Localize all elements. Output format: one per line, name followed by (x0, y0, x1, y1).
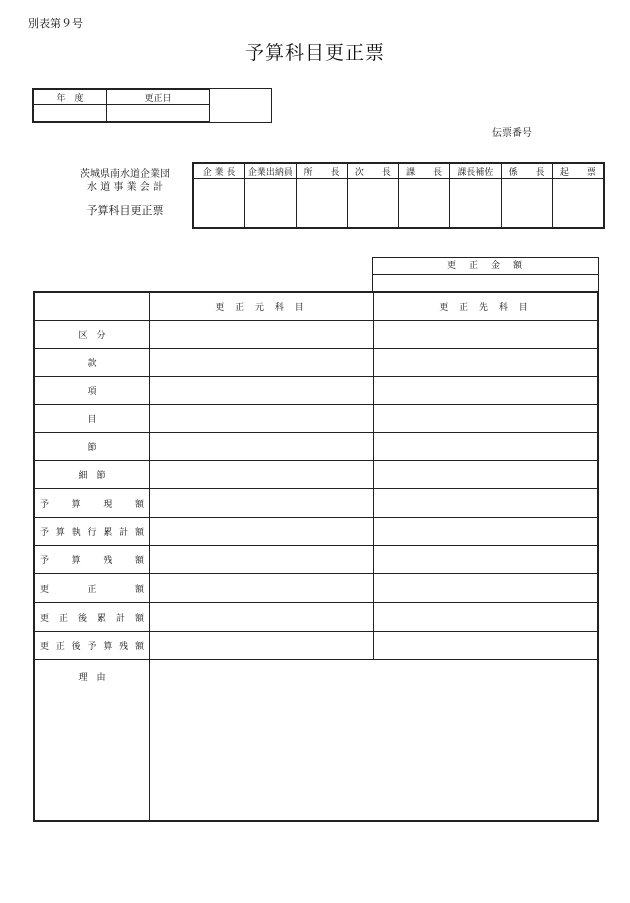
target-cell[interactable] (374, 574, 598, 603)
row-label: 区 分 (35, 321, 150, 349)
target-cell[interactable] (374, 405, 598, 433)
source-cell[interactable] (150, 349, 374, 377)
source-cell[interactable] (150, 489, 374, 518)
approval-stamp-cell[interactable] (399, 179, 450, 228)
approval-header-3: 所 長 (296, 164, 347, 179)
row-label: 予算残額 (35, 546, 150, 574)
approval-header-4: 次 長 (347, 164, 398, 179)
annex-label: 別表第９号 (28, 17, 83, 30)
approval-header-8: 起 票 (552, 164, 603, 179)
source-cell[interactable] (150, 546, 374, 574)
main-header-blank (35, 293, 150, 321)
approval-stamp-cell[interactable] (245, 179, 296, 228)
approval-stamp-cell[interactable] (347, 179, 398, 228)
source-cell[interactable] (150, 632, 374, 660)
approval-header-2: 企業出納員 (245, 164, 296, 179)
year-box-extra-cell[interactable] (210, 90, 272, 122)
source-cell[interactable] (150, 377, 374, 405)
approval-header-1: 企 業 長 (194, 164, 245, 179)
row-label: 項 (35, 377, 150, 405)
year-label: 年 度 (34, 90, 107, 105)
correction-date-field[interactable] (107, 105, 210, 122)
row-label: 更正後予算残額 (35, 632, 150, 660)
approval-stamp-cell[interactable] (194, 179, 245, 228)
source-account-header: 更 正 元 科 目 (150, 293, 374, 321)
approval-header-5: 課 長 (399, 164, 450, 179)
year-field[interactable] (34, 105, 107, 122)
reason-field[interactable] (150, 660, 598, 821)
row-label: 細 節 (35, 461, 150, 489)
source-cell[interactable] (150, 405, 374, 433)
target-cell[interactable] (374, 546, 598, 574)
approval-header-7: 係 長 (501, 164, 552, 179)
form-name: 予算科目更正票 (86, 204, 164, 217)
approval-stamp-cell[interactable] (501, 179, 552, 228)
row-label: 節 (35, 433, 150, 461)
row-label: 更正後累計額 (35, 603, 150, 632)
target-cell[interactable] (374, 433, 598, 461)
target-cell[interactable] (374, 461, 598, 489)
approval-stamp-table (192, 162, 605, 229)
approval-stamp-cell[interactable] (450, 179, 501, 228)
row-label: 予算現額 (35, 489, 150, 518)
target-cell[interactable] (374, 489, 598, 518)
page-title: 予算科目更正票 (244, 42, 385, 64)
source-cell[interactable] (150, 518, 374, 546)
row-label: 予算執行累計額 (35, 518, 150, 546)
year-date-box (32, 88, 272, 123)
source-cell[interactable] (150, 461, 374, 489)
main-table (33, 291, 599, 822)
target-cell[interactable] (374, 349, 598, 377)
row-label: 更正額 (35, 574, 150, 603)
row-label: 目 (35, 405, 150, 433)
source-cell[interactable] (150, 603, 374, 632)
target-cell[interactable] (374, 321, 598, 349)
approval-stamp-cell[interactable] (296, 179, 347, 228)
target-cell[interactable] (374, 518, 598, 546)
slip-number-label: 伝票番号 (492, 128, 532, 139)
approval-header-6: 課長補佐 (450, 164, 501, 179)
target-cell[interactable] (374, 377, 598, 405)
row-label: 款 (35, 349, 150, 377)
approval-stamp-cell[interactable] (552, 179, 603, 228)
source-cell[interactable] (150, 433, 374, 461)
target-account-header: 更 正 先 科 目 (374, 293, 598, 321)
reason-label: 理 由 (35, 660, 150, 821)
correction-date-label: 更正日 (107, 90, 210, 105)
correction-amount-label: 更 正 金 額 (373, 258, 598, 275)
target-cell[interactable] (374, 603, 598, 632)
target-cell[interactable] (374, 632, 598, 660)
organization-line-1: 茨城県南水道企業団 (80, 169, 170, 180)
organization-name (70, 168, 180, 194)
source-cell[interactable] (150, 321, 374, 349)
organization-line-2: 水 道 事 業 会 計 (87, 182, 163, 193)
correction-amount-box (372, 257, 599, 293)
source-cell[interactable] (150, 574, 374, 603)
